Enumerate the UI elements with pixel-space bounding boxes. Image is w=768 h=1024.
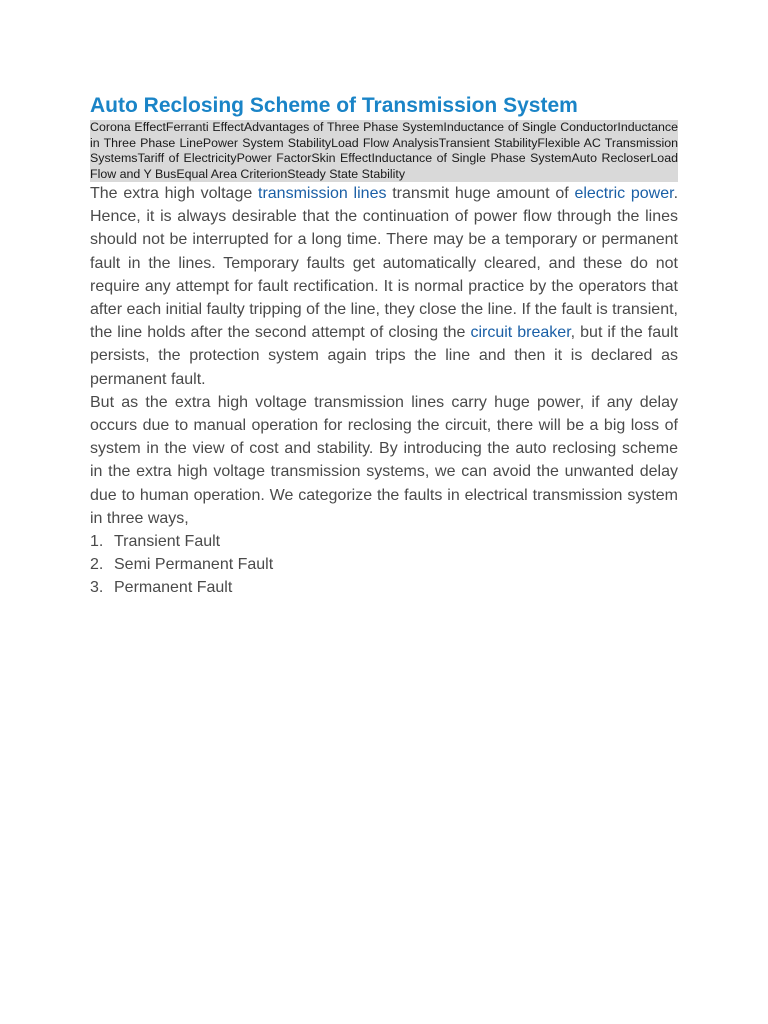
related-topic-link[interactable]: Power System Stability (202, 135, 332, 150)
paragraph-text: transmit huge amount of (386, 185, 575, 202)
transmission-lines-link[interactable]: transmission lines (258, 185, 387, 202)
related-topic-link[interactable]: Inductance of Single Conductor (443, 120, 618, 134)
second-paragraph: But as the extra high voltage transmission lines carry huge power, if any delay occurs due to manual operation for reclosing the circuit, there will be a big loss of system in the view of cost and stability. By introducing the auto reclosing scheme in the extra high voltage transmission systems, we can avoid the unwanted delay due to human operation. We categorize the faults in electrical transmission system in three ways, (90, 393, 678, 527)
article (90, 92, 678, 600)
list-label: Permanent Fault (114, 579, 233, 597)
related-topic-link[interactable]: Transient Stability (438, 135, 538, 150)
paragraph-text: The extra high voltage (90, 185, 258, 202)
list-item (90, 576, 678, 599)
related-topic-link[interactable]: Tariff of Electricity (137, 151, 237, 165)
list-label: Transient Fault (114, 533, 221, 551)
page-title: Auto Reclosing Scheme of Transmission System (90, 94, 578, 117)
list-number: 2. (90, 556, 104, 574)
related-topic-link[interactable]: Inductance in Three Phase Line (90, 120, 678, 150)
related-topic-link[interactable]: Advantages of Three Phase System (243, 120, 444, 134)
circuit-breaker-link[interactable]: circuit breaker (470, 324, 571, 342)
related-topic-link[interactable]: Auto Recloser (571, 151, 651, 165)
related-topic-link[interactable]: Load Flow Analysis (331, 135, 439, 150)
fault-types-list (90, 530, 678, 600)
list-label: Semi Permanent Fault (114, 556, 274, 574)
related-topic-link[interactable]: Inductance of Single Phase System (371, 151, 572, 165)
related-topics (90, 120, 678, 182)
related-topic-link[interactable]: Corona Effect (90, 120, 166, 134)
related-topic-link[interactable]: Flexible AC Transmission Systems (90, 135, 678, 165)
intro-paragraph (90, 182, 678, 391)
list-number: 1. (90, 533, 104, 551)
related-topic-link[interactable]: Load Flow and Y Bus (90, 151, 678, 181)
related-topic-link[interactable]: Steady State Stability (287, 166, 406, 181)
list-item (90, 530, 678, 553)
related-topic-link[interactable]: Ferranti Effect (165, 120, 244, 134)
related-topic-link[interactable]: Power Factor (236, 151, 312, 165)
paragraph-text: . Hence, it is always desirable that the continuation of power flow through the lines should not be interrupted for a long time. There may be a temporary or permanent fault in the lines. Temporary faults get automatically cleared, and these do not require any attempt for fault rectification. It is normal practice by the operators that after each initial faulty tripping of the line, they close the line. If the fault is transient, the line holds after the second attempt of closing the (90, 185, 679, 342)
electric-power-link[interactable]: electric power (574, 185, 674, 202)
list-number: 3. (90, 579, 104, 597)
related-topic-link[interactable]: Skin Effect (311, 151, 372, 165)
list-item (90, 553, 678, 576)
related-topic-link[interactable]: Equal Area Criterion (176, 166, 288, 181)
paragraph-text: , but if the fault persists, the protection system again trips the line and then it is declared as permanent fault. (90, 324, 679, 388)
